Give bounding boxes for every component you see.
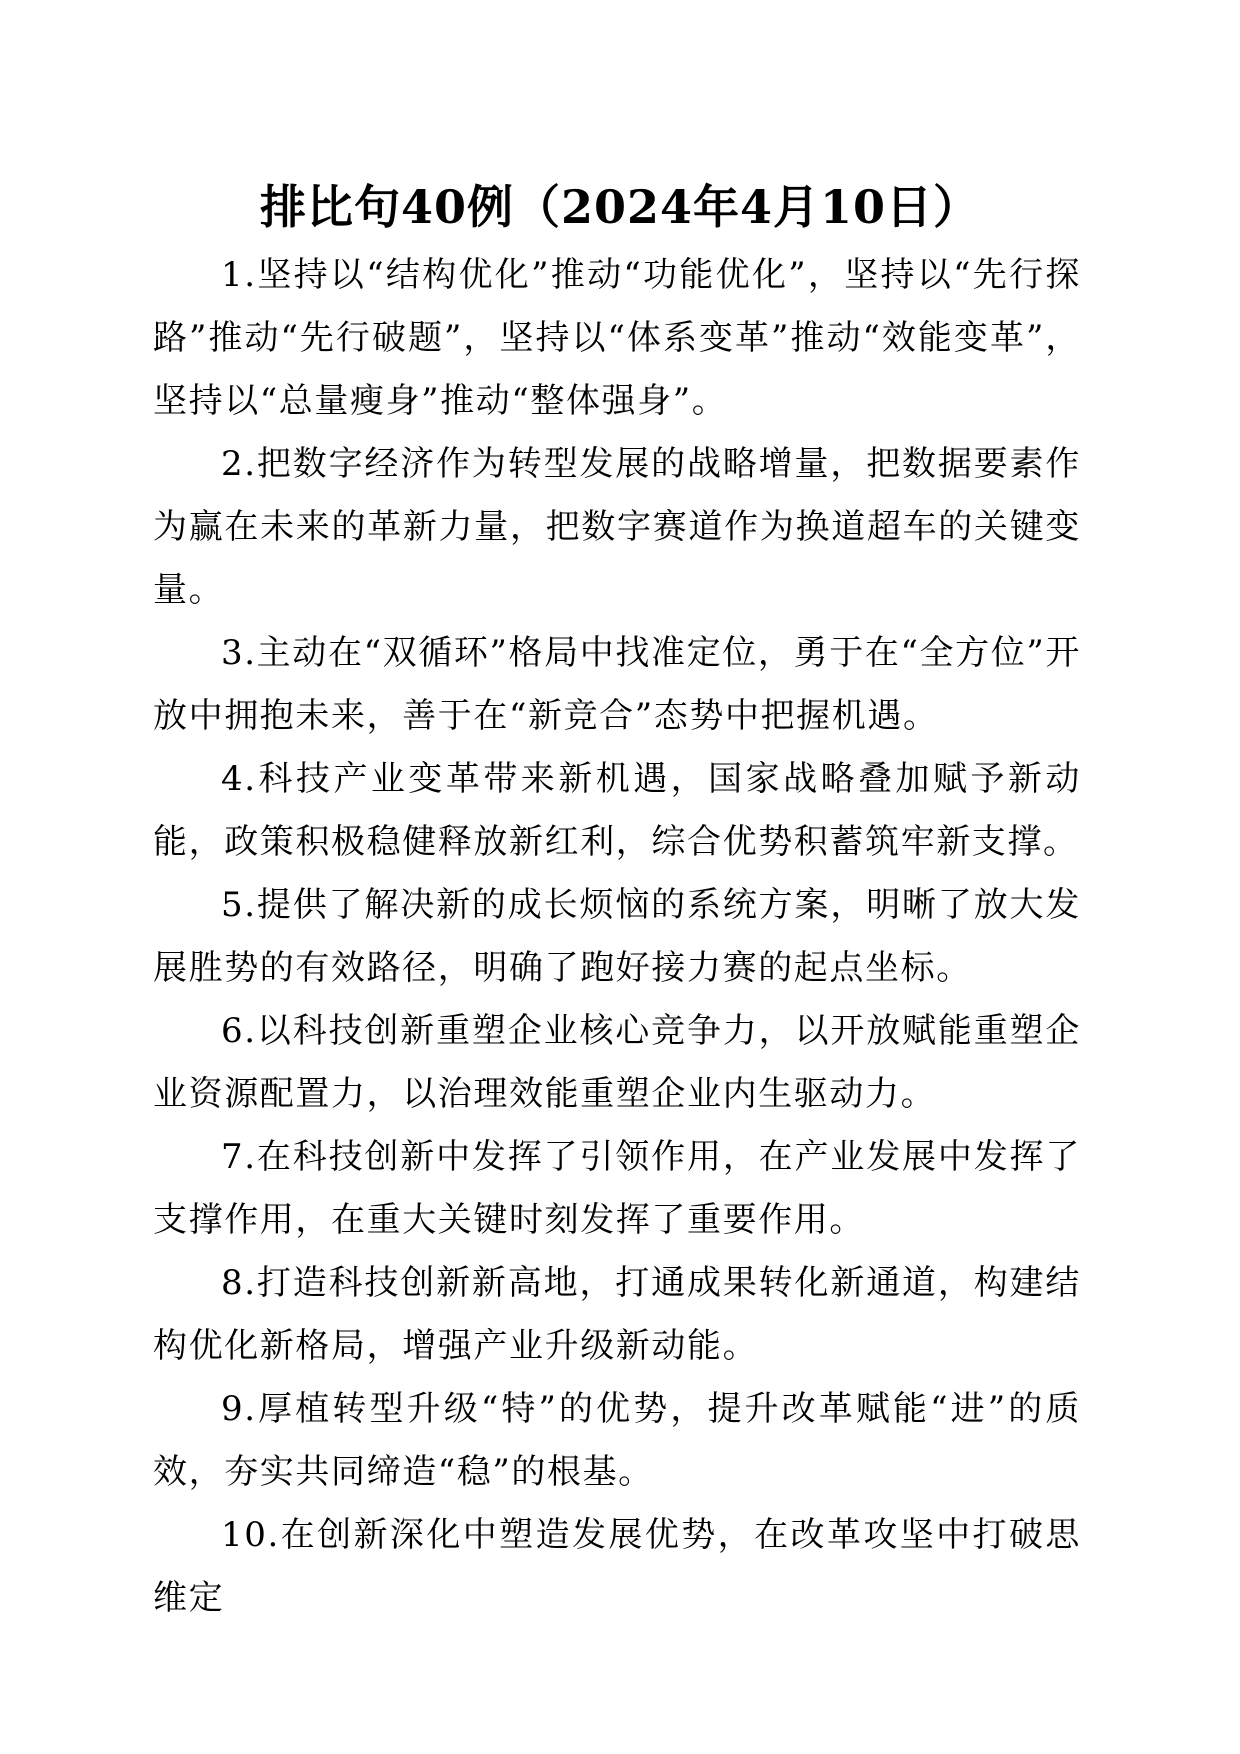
paragraph-3: 3.主动在“双循环”格局中找准定位，勇于在“全方位”开放中拥抱未来，善于在“新竞合”态势中把握机遇。 <box>153 633 1081 736</box>
document-title: 排比句40例（2024年4月10日） <box>259 180 981 234</box>
paragraph-8: 8.打造科技创新新高地，打通成果转化新通道，构建结构优化新格局，增强产业升级新动能。 <box>153 1263 1081 1366</box>
paragraph-10: 10.在创新深化中塑造发展优势，在改革攻坚中打破思维定 <box>153 1515 1081 1618</box>
paragraph-2: 2.把数字经济作为转型发展的战略增量，把数据要素作为赢在未来的革新力量，把数字赛道作为换道超车的关键变量。 <box>153 444 1081 610</box>
paragraph-4: 4.科技产业变革带来新机遇，国家战略叠加赋予新动能，政策积极稳健释放新红利，综合优势积蓄筑牢新支撑。 <box>153 759 1081 862</box>
paragraph-1: 1.坚持以“结构优化”推动“功能优化”，坚持以“先行探路”推动“先行破题”，坚持以“体系变革”推动“效能变革”，坚持以“总量瘦身”推动“整体强身”。 <box>153 255 1081 421</box>
paragraph-6: 6.以科技创新重塑企业核心竞争力，以开放赋能重塑企业资源配置力，以治理效能重塑企业内生驱动力。 <box>153 1011 1081 1114</box>
paragraph-9: 9.厚植转型升级“特”的优势，提升改革赋能“进”的质效，夯实共同缔造“稳”的根基。 <box>153 1389 1081 1492</box>
paragraph-5: 5.提供了解决新的成长烦恼的系统方案，明晰了放大发展胜势的有效路径，明确了跑好接力赛的起点坐标。 <box>153 885 1081 988</box>
paragraph-7: 7.在科技创新中发挥了引领作用，在产业发展中发挥了支撑作用，在重大关键时刻发挥了重要作用。 <box>153 1137 1081 1240</box>
document-body <box>153 244 1081 1630</box>
